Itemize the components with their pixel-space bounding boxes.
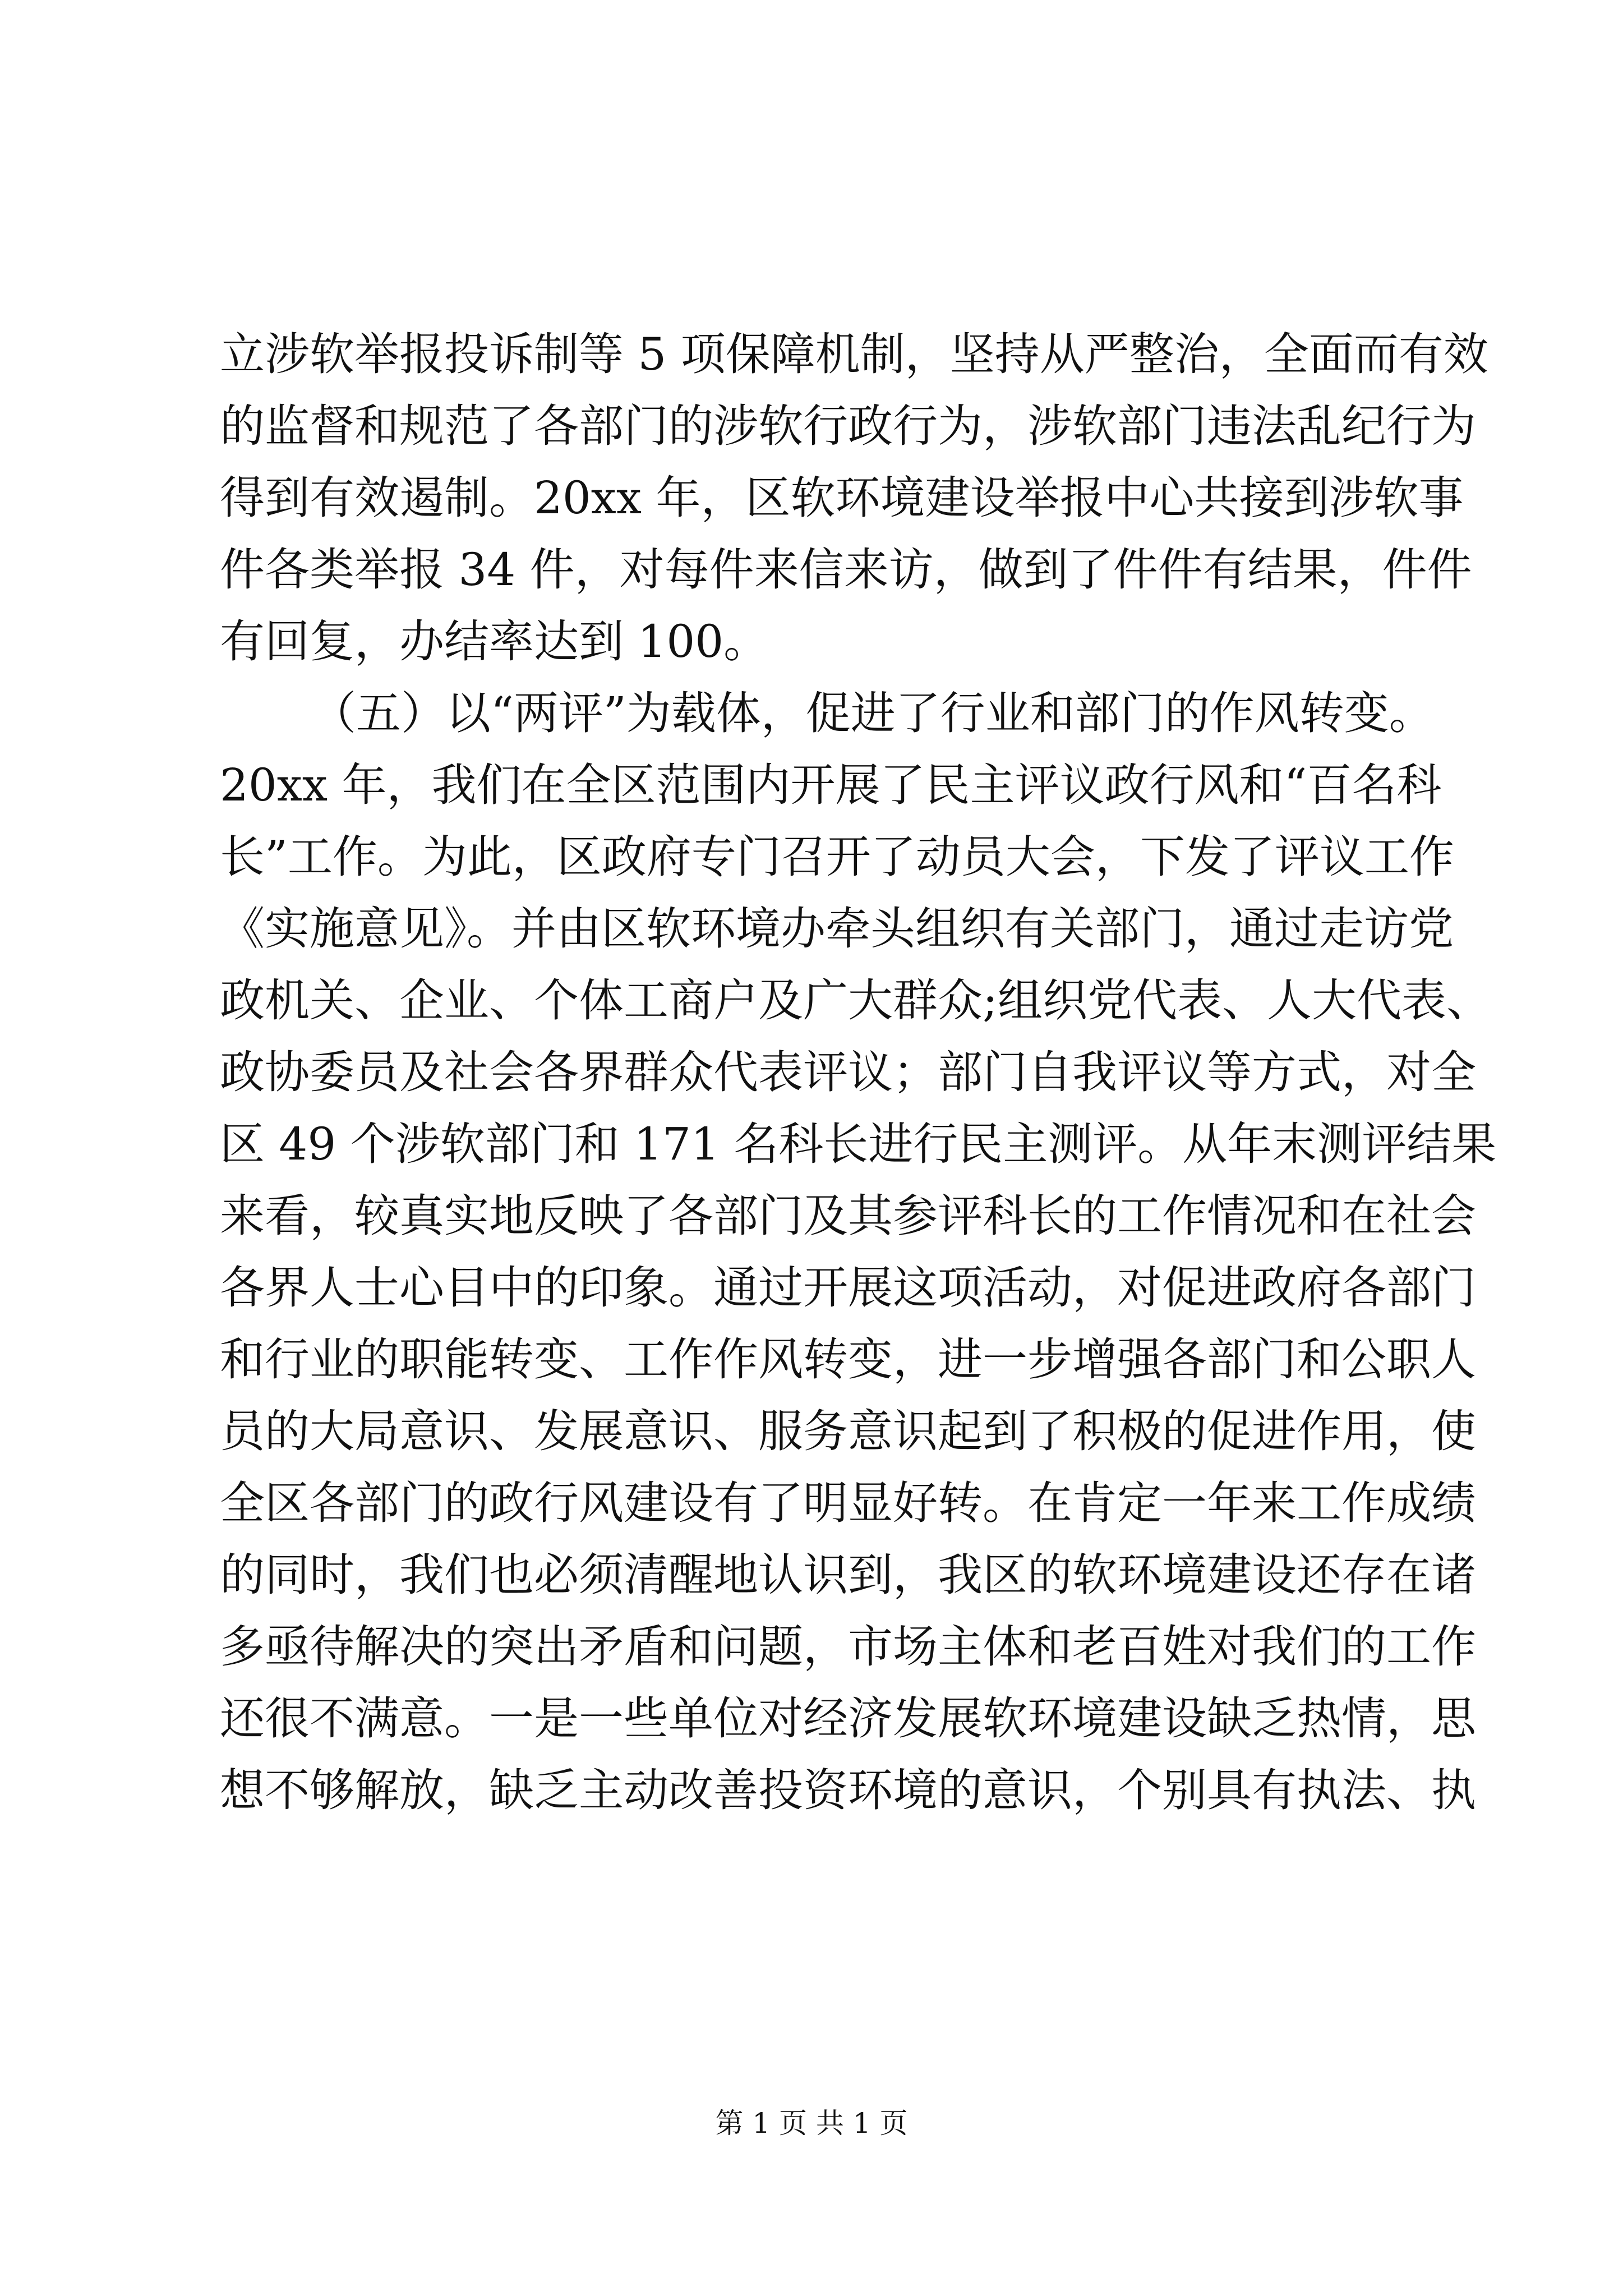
text-line: （五）以“两评”为载体，促进了行业和部门的作风转变。	[311, 687, 1434, 739]
text-line: 和行业的职能转变、工作作风转变，进一步增强各部门和公职人	[220, 1333, 1476, 1386]
text-line: 来看，较真实地反映了各部门及其参评科长的工作情况和在社会	[220, 1190, 1476, 1242]
text-line: 长”工作。为此，区政府专门召开了动员大会，下发了评议工作	[220, 831, 1454, 883]
text-line: 想不够解放，缺乏主动改善投资环境的意识，个别具有执法、执	[220, 1764, 1476, 1816]
text-line: 各界人士心目中的印象。通过开展这项活动，对促进政府各部门	[220, 1262, 1476, 1314]
text-line: 《实施意见》。并由区软环境办牵头组织有关部门，通过走访党	[220, 903, 1454, 955]
text-line: 全区各部门的政行风建设有了明显好转。在肯定一年来工作成绩	[220, 1477, 1476, 1529]
text-line: 政协委员及社会各界群众代表评议；部门自我评议等方式，对全	[220, 1046, 1476, 1098]
text-line: 件各类举报 34 件，对每件来信来访，做到了件件有结果，件件	[220, 544, 1472, 596]
text-line: 得到有效遏制。20xx 年，区软环境建设举报中心共接到涉软事	[220, 472, 1464, 524]
text-line: 区 49 个涉软部门和 171 名科长进行民主测评。从年末测评结果	[220, 1118, 1497, 1170]
text-line: 20xx 年，我们在全区范围内开展了民主评议政行风和“百名科	[220, 759, 1442, 811]
text-line: 还很不满意。一是一些单位对经济发展软环境建设缺乏热情，思	[220, 1692, 1476, 1745]
text-line: 的监督和规范了各部门的涉软行政行为，涉软部门违法乱纪行为	[220, 400, 1476, 452]
text-line: 员的大局意识、发展意识、服务意识起到了积极的促进作用，使	[220, 1405, 1476, 1457]
page-footer: 第 1 页 共 1 页	[715, 2107, 908, 2139]
text-line: 有回复，办结率达到 100。	[220, 615, 769, 668]
text-line: 政机关、企业、个体工商户及广大群众;组织党代表、人大代表、	[220, 974, 1491, 1027]
text-line: 立涉软举报投诉制等 5 项保障机制，坚持从严整治，全面而有效	[220, 328, 1488, 380]
text-line: 多亟待解决的突出矛盾和问题，市场主体和老百姓对我们的工作	[220, 1621, 1476, 1673]
text-line: 的同时，我们也必须清醒地认识到，我区的软环境建设还存在诸	[220, 1549, 1476, 1601]
